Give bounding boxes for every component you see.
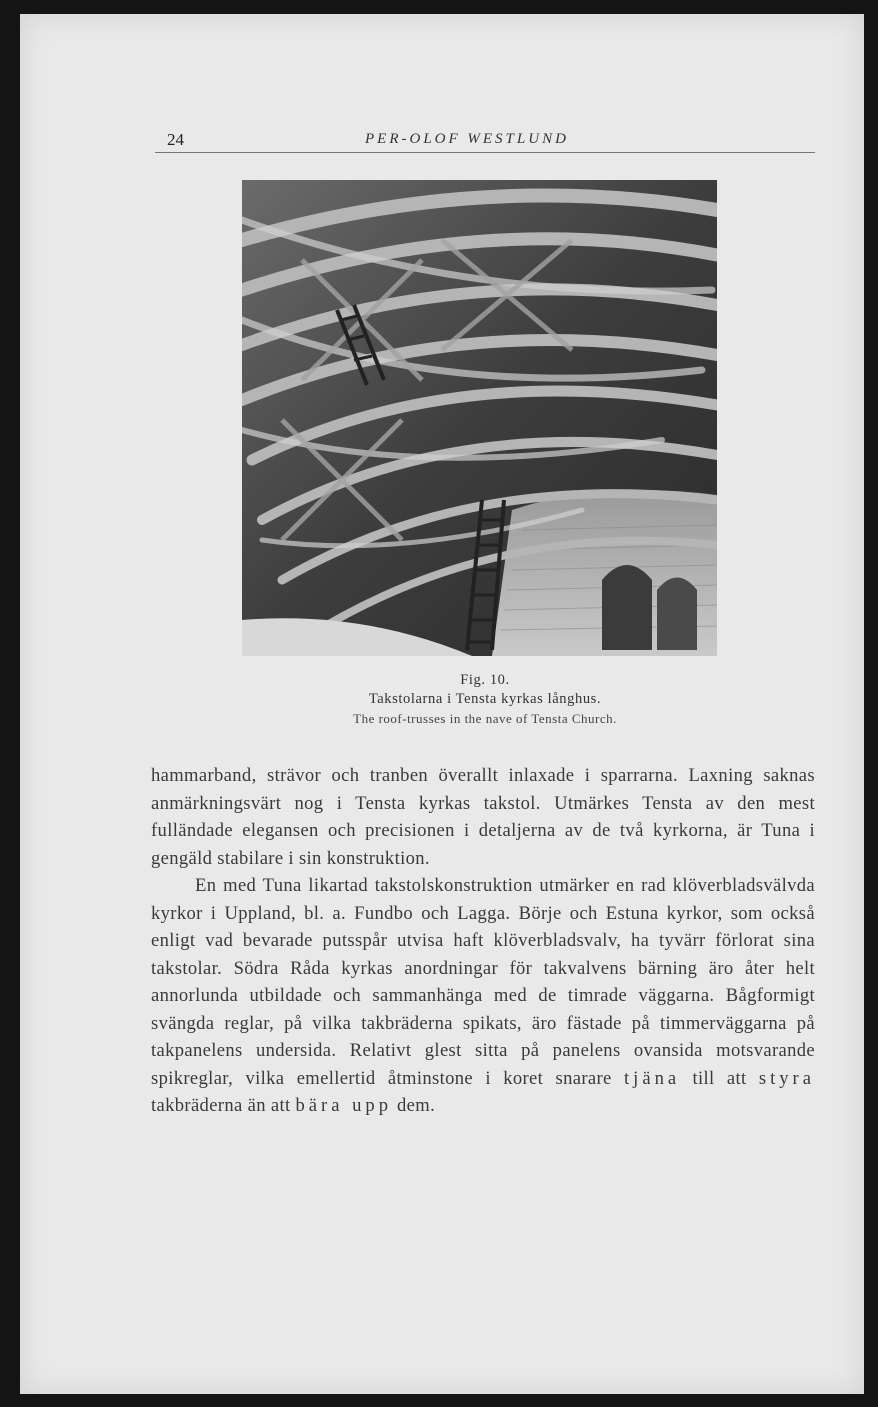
- spaced-word-tjana: tjäna: [623, 1067, 681, 1089]
- paragraph-2-mid-1: till att: [692, 1067, 747, 1089]
- paragraph-1: hammarband, strävor och tranben överallt inlaxade i sparrarna. Laxning saknas anmärkningsvärt nog i Tensta kyrkas takstol. Utmärkes Tensta av den mest fulländade elegansen och precisionen i detaljerna av de två kyrkorna, är Tuna i gengäld stabilare i sin konstruktion.: [151, 765, 815, 869]
- paragraph-2-mid-2: takbräderna än att: [151, 1095, 291, 1116]
- book-page: [20, 14, 864, 1394]
- caption-english: The roof-trusses in the nave of Tensta Church.: [353, 711, 617, 726]
- spaced-word-bara-upp: bära upp: [295, 1095, 393, 1116]
- page-number: 24: [167, 130, 184, 149]
- paragraph-2: [151, 872, 815, 1120]
- paragraph-2-start: En med Tuna likartad takstolskonstruktion utmärker en rad klöverbladsvälvda kyrkor i Uppland, bl. a. Fundbo och Lagga. Börje och Estuna kyrkor, som också enligt vad bevarade putsspår utvisa haft klöverbladsvalv, ha tyvärr förlorat sina takstolar. Södra Råda kyrkas anordningar för takvalvens bärning äro åter helt annorlunda utbildade och sammanhänga med de timrade väggarna. Bågformigt svängda reglar, på vilka takbräderna spikats, äro fästade på timmerväggarna på takpanelens undersida. Relativt glest sitta på panelens ovansida motsvarande spikreglar, vilka emellertid åtminstone i koret snarare: [151, 875, 815, 1089]
- spaced-word-styra: styra: [758, 1067, 816, 1089]
- running-title: PER-OLOF WESTLUND: [365, 131, 569, 147]
- caption-swedish: Takstolarna i Tensta kyrkas långhus.: [368, 691, 602, 707]
- paragraph-2-end: dem.: [397, 1095, 436, 1116]
- figure-label: Fig. 10.: [460, 672, 510, 688]
- running-head: [155, 130, 815, 153]
- roof-truss-photograph: [242, 180, 717, 656]
- figure-caption: [155, 671, 815, 728]
- body-text: [151, 762, 815, 1120]
